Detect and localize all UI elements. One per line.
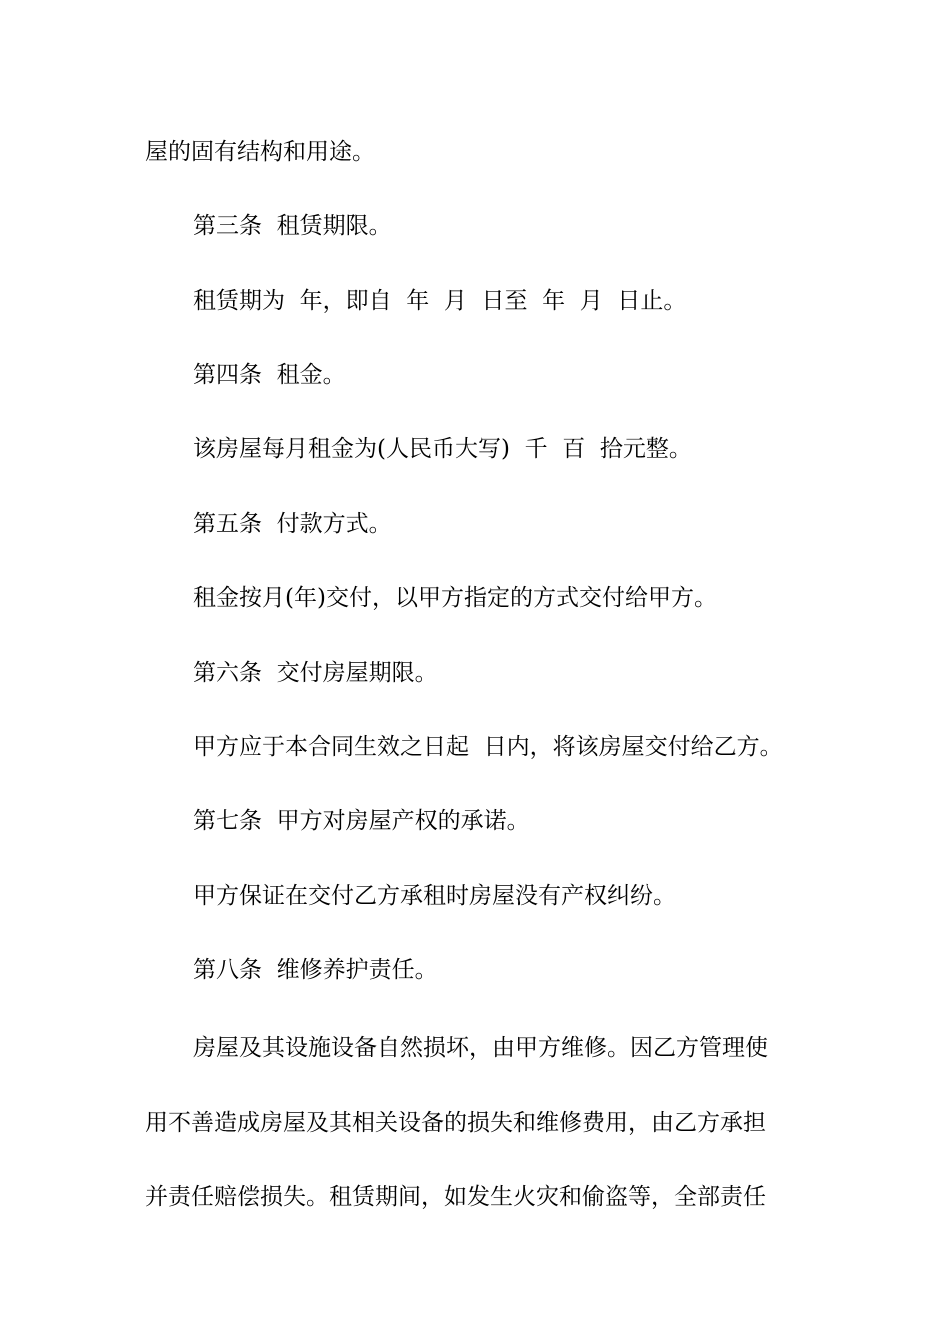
article-8-text-line-1: 房屋及其设施设备自然损坏，由甲方维修。因乙方管理使	[193, 1035, 768, 1061]
article-6-text: 甲方应于本合同生效之日起 日内，将该房屋交付给乙方。	[193, 734, 783, 760]
article-7-text: 甲方保证在交付乙方承租时房屋没有产权纠纷。	[193, 883, 676, 909]
article-5-heading: 第五条 付款方式。	[193, 511, 392, 537]
article-5-text: 租金按月(年)交付，以甲方指定的方式交付给甲方。	[193, 585, 717, 611]
article-4-heading: 第四条 租金。	[193, 362, 346, 388]
article-8-text-line-2: 用不善造成房屋及其相关设备的损失和维修费用，由乙方承担	[145, 1110, 766, 1136]
article-7-heading: 第七条 甲方对房屋产权的承诺。	[193, 808, 530, 834]
article-3-heading: 第三条 租赁期限。	[193, 213, 392, 239]
article-3-text: 租赁期为 年，即自 年 月 日至 年 月 日止。	[193, 288, 687, 314]
article-8-heading: 第八条 维修养护责任。	[193, 957, 438, 983]
paragraph-continuation: 屋的固有结构和用途。	[145, 139, 375, 165]
article-6-heading: 第六条 交付房屋期限。	[193, 660, 438, 686]
article-4-text: 该房屋每月租金为(人民币大写) 千 百 拾元整。	[193, 436, 692, 462]
article-8-text-line-3: 并责任赔偿损失。租赁期间，如发生火灾和偷盗等，全部责任	[145, 1184, 766, 1210]
